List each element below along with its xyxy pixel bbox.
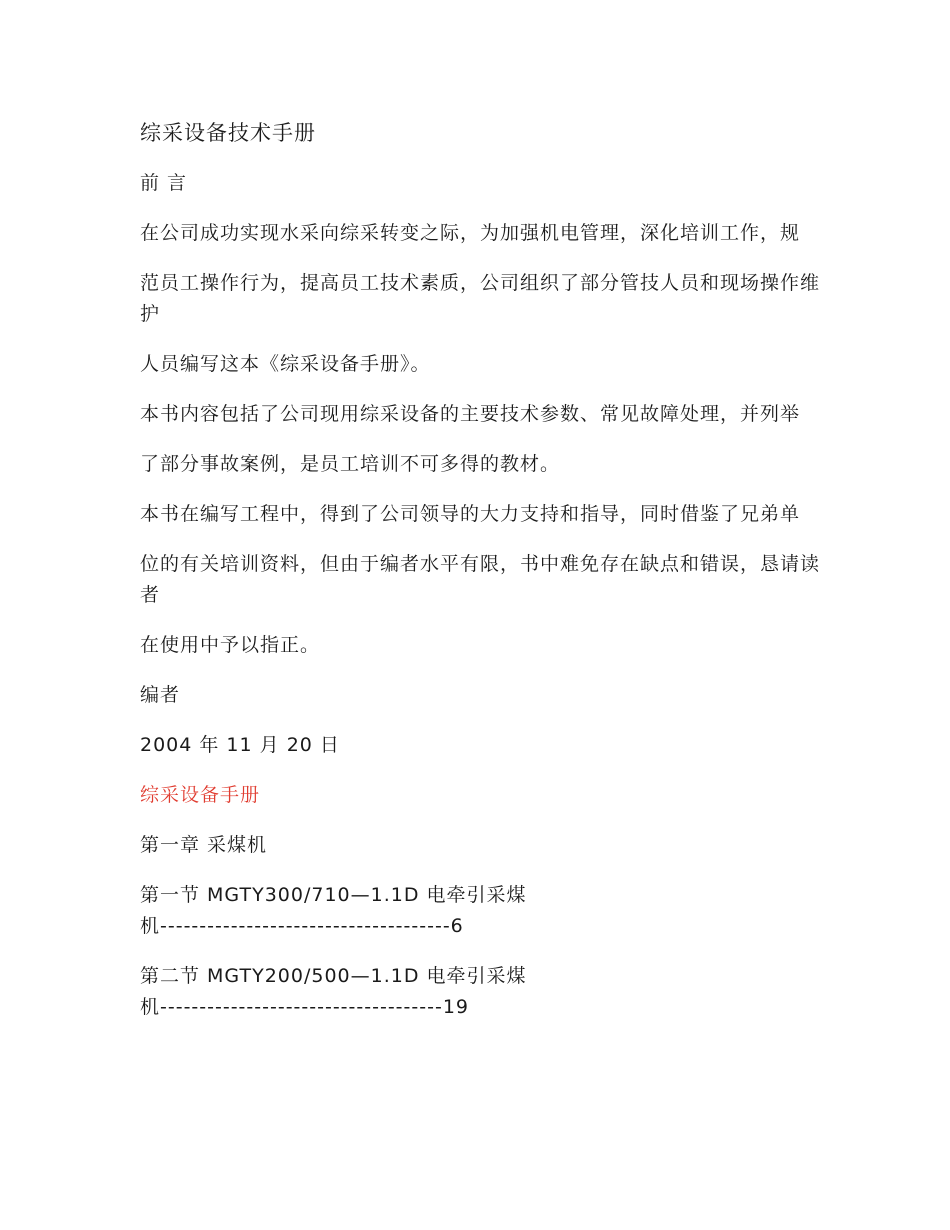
toc-entry[interactable] (140, 961, 820, 1023)
toc-entry[interactable] (140, 880, 820, 942)
manual-heading: 综采设备手册 (140, 784, 261, 806)
preface-paragraph-5: 了部分事故案例，是员工培训不可多得的教材。 (140, 453, 561, 475)
toc-entry-title: 第一节 MGTY300/710—1.1D 电牵引采煤 (140, 884, 527, 906)
preface-paragraph-4: 本书内容包括了公司现用综采设备的主要技术参数、常见故障处理，并列举 (140, 403, 801, 425)
chapter-heading: 第一章 采煤机 (140, 834, 268, 856)
preface-heading: 前 言 (140, 172, 188, 194)
preface-paragraph-8: 在使用中予以指正。 (140, 634, 321, 656)
document-title: 综采设备技术手册 (140, 121, 316, 145)
document-date: 2004 年 11 月 20 日 (140, 734, 340, 756)
author-signature: 编者 (140, 684, 181, 706)
preface-paragraph-2: 范员工操作行为，提高员工技术素质，公司组织了部分管技人员和现场操作维护 (140, 272, 821, 325)
preface-paragraph-6: 本书在编写工程中，得到了公司领导的大力支持和指导，同时借鉴了兄弟单 (140, 503, 801, 525)
preface-paragraph-3: 人员编写这本《综采设备手册》。 (140, 353, 431, 375)
document-body (140, 118, 820, 1042)
toc-entry-leader: 机-------------------------------------6 (140, 915, 464, 937)
toc-entry-title: 第二节 MGTY200/500—1.1D 电牵引采煤 (140, 965, 527, 987)
preface-paragraph-1: 在公司成功实现水采向综采转变之际，为加强机电管理，深化培训工作，规 (140, 222, 801, 244)
toc-entry-leader: 机------------------------------------19 (140, 996, 469, 1018)
preface-paragraph-7: 位的有关培训资料，但由于编者水平有限，书中难免存在缺点和错误，恳请读者 (140, 553, 821, 606)
